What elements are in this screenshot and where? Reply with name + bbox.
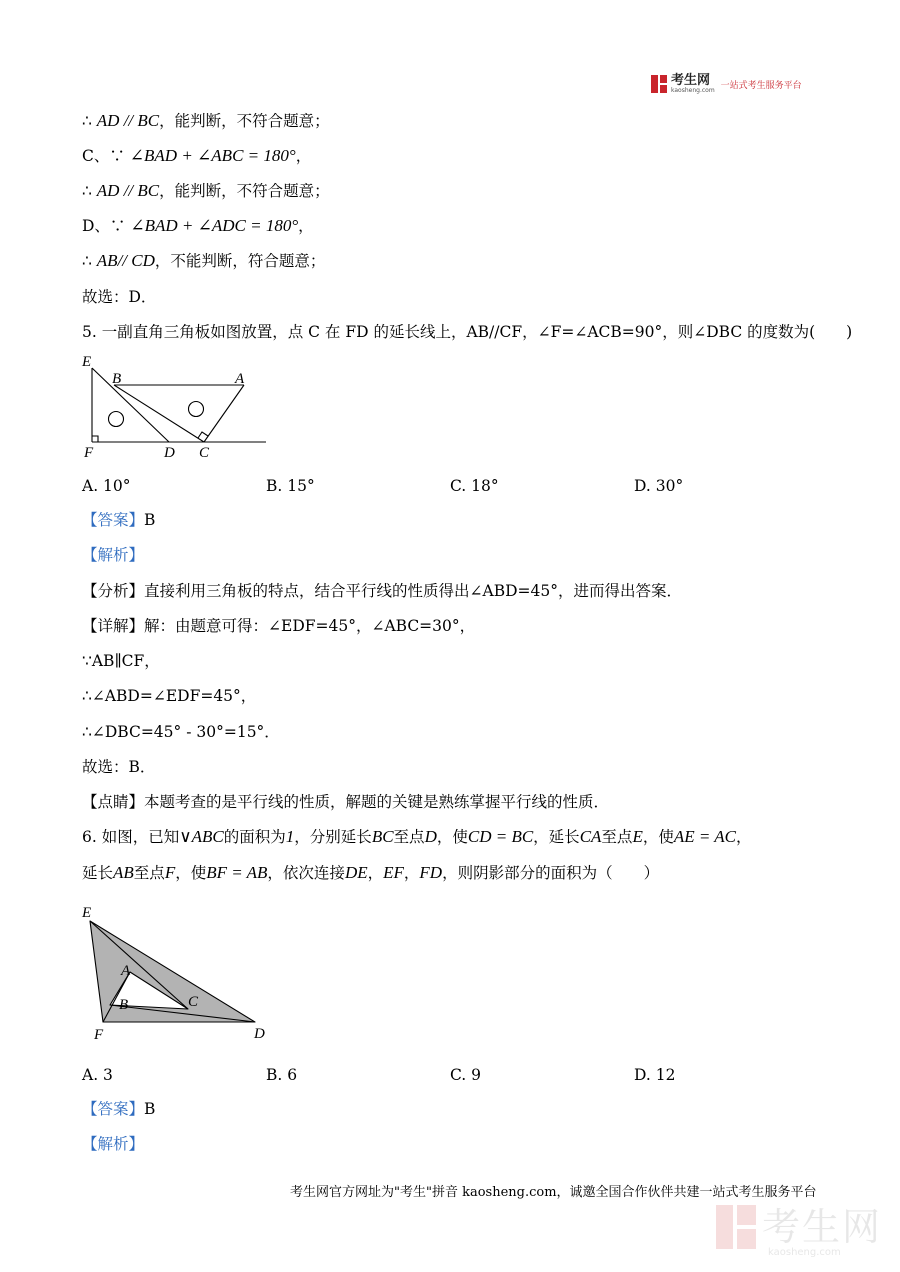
q5-option-a: A. 10° (82, 477, 131, 495)
q5-option-c: C. 18° (450, 477, 499, 495)
q5-stem: 5. 一副直角三角板如图放置，点 C 在 FD 的延长线上，AB//CF，∠F=∠ACB=90°，则∠DBC 的度数为( ) (82, 323, 853, 341)
q6-option-c: C. 9 (450, 1066, 482, 1084)
q6-label-c: C (188, 994, 199, 1010)
q6-option-a: A. 3 (82, 1066, 113, 1084)
q6-label-e: E (82, 905, 92, 921)
logo-icon (651, 75, 667, 93)
q6-label-f: F (94, 1027, 104, 1043)
logo-slogan: 一站式考生服务平台 (720, 80, 802, 91)
q5-label-b: B (112, 371, 122, 387)
q5-label-c: C (199, 445, 210, 461)
q6-label-a: A (121, 963, 131, 979)
q6-figure (78, 900, 278, 1045)
q5-step-2: ∴∠ABD=∠EDF=45°， (82, 687, 257, 705)
q4-line-2: C、∵ ∠BAD + ∠ABC = 180°， (82, 146, 312, 165)
q5-step-1: ∵AB∥CF， (82, 652, 160, 670)
q4-line-3: ∴ AD // BC，能判断，不符合题意； (82, 181, 330, 200)
q5-xiangjie: 【详解】解：由题意可得：∠EDF=45°，∠ABC=30°， (82, 617, 476, 635)
q6-option-d: D. 12 (634, 1066, 676, 1084)
q6-stem-line-1: 6. 如图，已知∨ABC的面积为1，分别延长BC至点D，使CD = BC，延长CA至点E，使AE = AC， (82, 827, 752, 846)
q6-option-b: B. 6 (266, 1066, 298, 1084)
watermark: 考生网 kaosheng.com (716, 1205, 882, 1249)
logo-brand: 考生网 kaosheng.com (671, 72, 715, 94)
watermark-logo-icon (716, 1205, 756, 1249)
q6-label-b: B (119, 997, 129, 1013)
q5-label-a: A (235, 371, 245, 387)
q5-label-d: D (164, 445, 175, 461)
q5-label-e: E (82, 354, 92, 370)
q6-label-d: D (254, 1026, 265, 1042)
q5-option-d: D. 30° (634, 477, 684, 495)
q5-dianjing: 【点睛】本题考查的是平行线的性质，解题的关键是熟练掌握平行线的性质． (82, 793, 610, 811)
q6-stem-line-2: 延长AB至点F，使BF = AB，依次连接DE，EF，FD，则阴影部分的面积为（ ） (82, 863, 660, 882)
q4-line-4: D、∵ ∠BAD + ∠ADC = 180°， (82, 216, 314, 235)
q4-line-5: ∴ AB// CD，不能判断，符合题意； (82, 251, 326, 270)
q6-answer: 【答案】B (82, 1100, 156, 1118)
q4-line-1: ∴ AD // BC，能判断，不符合题意； (82, 111, 330, 130)
q5-choice: 故选：B． (82, 758, 156, 776)
q5-step-3: ∴∠DBC=45° - 30°=15°． (82, 723, 280, 741)
q6-analysis-tag: 【解析】 (82, 1135, 145, 1153)
q5-analysis-tag: 【解析】 (82, 546, 145, 564)
q5-answer: 【答案】B (82, 511, 156, 529)
q5-figure (78, 350, 278, 462)
q4-choice: 故选：D． (82, 288, 157, 306)
footer-text: 考生网官方网址为"考生"拼音 kaosheng.com，诚邀全国合作伙伴共建一站式考生服务平台 (290, 1185, 817, 1200)
q5-fenxi: 【分析】直接利用三角板的特点，结合平行线的性质得出∠ABD=45°，进而得出答案． (82, 582, 682, 600)
q5-option-b: B. 15° (266, 477, 315, 495)
header-logo (651, 73, 802, 95)
q5-label-f: F (84, 445, 94, 461)
